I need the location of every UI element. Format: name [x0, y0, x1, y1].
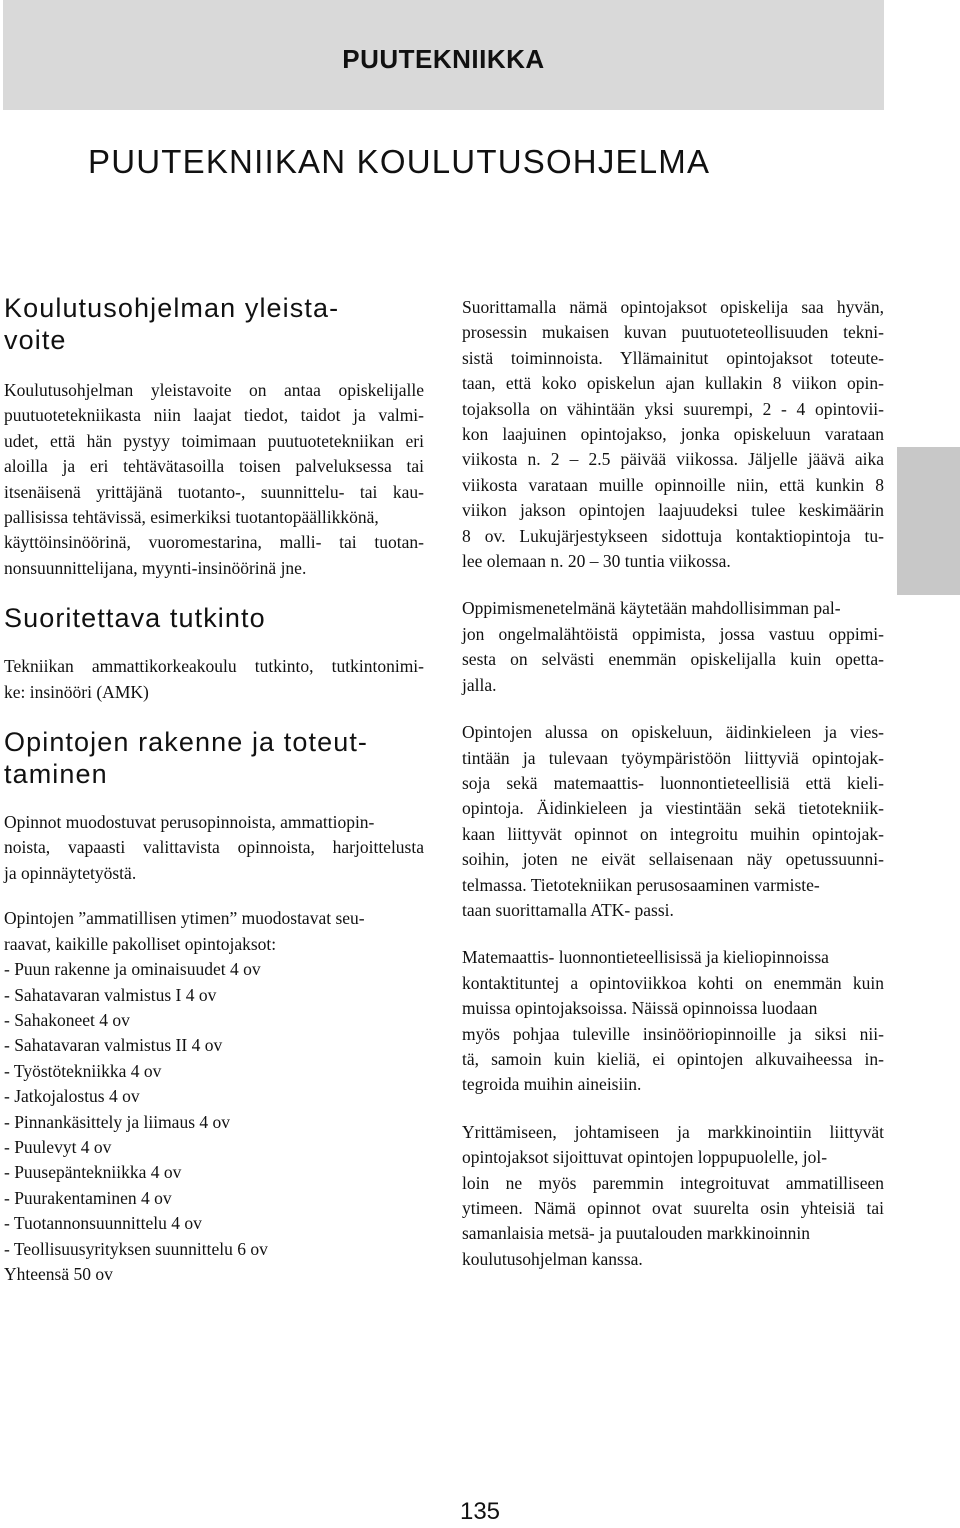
paragraph-tutkinto	[4, 654, 424, 705]
text-line: opintoja. Äidinkieleen ja viestintään sekä tietotekniik-	[462, 798, 884, 819]
text-line: jalla.	[462, 674, 497, 695]
text-line: tojaksolla on vähintään yksi suurempi, 2 - 4 opintovii-	[462, 398, 884, 419]
text-line: udet, että hän pystyy toimimaan puutuotetekniikan eri	[4, 430, 424, 451]
list-item: - Sahatavaran valmistus II 4 ov	[4, 1035, 223, 1056]
text-line: Opinnot muodostuvat perusopinnoista, ammattiopin-	[4, 812, 375, 833]
list-item: - Puulevyt 4 ov	[4, 1136, 112, 1157]
paragraph-ammatillinen-ydin	[4, 906, 424, 957]
paragraph-rakenne	[4, 810, 424, 886]
text-line: loin ne myös paremmin integroituvat ammatilliseen	[462, 1172, 884, 1193]
list-item: - Puusepäntekniikka 4 ov	[4, 1162, 182, 1183]
course-total: Yhteensä 50 ov	[4, 1263, 113, 1284]
text-line: noista, vapaasti valittavista opinnoista, harjoittelusta	[4, 837, 424, 858]
text-line: Oppimismenetelmänä käytetään mahdollisimman pal-	[462, 598, 841, 619]
text-line: taan, että koko opiskelun ajan kullakin 8 viikon opin-	[462, 373, 884, 394]
paragraph-yleistavoite	[4, 378, 424, 581]
text-line: Matemaattis- luonnontieteellisissä ja kieliopinnoissa	[462, 947, 829, 968]
section-title: PUUTEKNIIKKA	[342, 44, 545, 74]
text-line: ke: insinööri (AMK)	[4, 681, 149, 702]
text-line: 8 ov. Lukujärjestykseen sidottuja kontaktiopintoja tu-	[462, 525, 884, 546]
text-line: nonsuunnittelijana, myynti-insinöörinä jne.	[4, 557, 307, 578]
list-item: - Sahakoneet 4 ov	[4, 1009, 130, 1030]
text-line: sesta on selvästi enemmän opiskelijalla kuin opetta-	[462, 649, 884, 670]
list-item: - Teollisuusyrityksen suunnittelu 6 ov	[4, 1238, 268, 1259]
side-thumb-tab	[897, 447, 960, 595]
paragraph-opintojen-alku	[462, 720, 884, 923]
text-line: viikosta n. 2 – 2.5 päivää viikossa. Jäljelle jäävä aika	[462, 449, 884, 470]
text-line: prosessin mukaisen kuvan puutuoteteollisuuden tekni-	[462, 322, 884, 343]
page-number: 135	[459, 1498, 501, 1525]
right-column	[462, 295, 884, 1272]
list-item: - Puurakentaminen 4 ov	[4, 1187, 172, 1208]
text-line: tä, samoin kuin kieliä, ei opintojen alkuvaiheessa in-	[462, 1048, 884, 1069]
text-line: Suorittamalla nämä opintojaksot opiskelija saa hyvän,	[462, 297, 884, 317]
list-item: - Sahatavaran valmistus I 4 ov	[4, 984, 217, 1005]
paragraph-matemaattis	[462, 945, 884, 1097]
text-line: opintojaksot sijoittuvat opintojen loppupuolelle, jol-	[462, 1147, 828, 1168]
text-line: jon ongelmalähtöistä oppimista, jossa vastuu oppimi-	[462, 623, 884, 644]
text-line: puutuotetekniikasta niin laajat tiedot, taidot ja valmi-	[4, 405, 424, 426]
list-item: - Työstötekniikka 4 ov	[4, 1060, 162, 1081]
text-line: telmassa. Tietotekniikan perusosaaminen varmiste-	[462, 874, 820, 895]
list-item: - Tuotannonsuunnittelu 4 ov	[4, 1213, 202, 1234]
heading-line: Opintojen rakenne ja toteut-	[4, 727, 369, 758]
course-list	[4, 957, 424, 1287]
text-line: koulutusohjelman kanssa.	[462, 1248, 643, 1269]
heading-line: taminen	[4, 759, 108, 790]
text-line: samanlaisia metsä- ja puutalouden markkinoinnin	[462, 1223, 810, 1244]
text-line: Yrittämiseen, johtamiseen ja markkinointiin liittyvät	[462, 1121, 884, 1142]
text-line: itsenäisenä yrittäjänä tuotanto-, suunnittelu- tai kau-	[4, 481, 424, 502]
text-line: tegroida muihin aineisiin.	[462, 1074, 642, 1095]
text-line: soja sekä matemaattis- luonnontieteellisiä että kieli-	[462, 772, 884, 793]
list-item: - Pinnankäsittely ja liimaus 4 ov	[4, 1111, 231, 1132]
text-line: tintään ja tulevaan työympäristöön liittyviä opintojak-	[462, 747, 884, 768]
left-column	[4, 292, 424, 1287]
text-line: Opintojen alussa on opiskeluun, äidinkieleen ja vies-	[462, 722, 884, 743]
text-line: raavat, kaikille pakolliset opintojaksot:	[4, 933, 277, 954]
section-header-band	[3, 0, 884, 110]
heading-opintojen-rakenne	[4, 726, 424, 790]
heading-line: Koulutusohjelman yleista-	[4, 293, 340, 323]
text-line: muissa opintojaksoissa. Näissä opinnoissa luodaan	[462, 998, 818, 1019]
text-line: ytimeen. Nämä opinnot ovat suurelta osin yhteisiä tai	[462, 1198, 884, 1218]
text-line: Koulutusohjelman yleistavoite on antaa opiskelijalle	[4, 380, 424, 400]
text-line: viikon jakson opintojen laajuudeksi tulee keskimäärin	[462, 500, 884, 521]
text-line: lee olemaan n. 20 – 30 tuntia viikossa.	[462, 551, 731, 572]
text-line: taan suorittamalla ATK- passi.	[462, 899, 674, 920]
list-item: - Puun rakenne ja ominaisuudet 4 ov	[4, 959, 261, 980]
text-line: Tekniikan ammattikorkeakoulu tutkinto, tutkintonimi-	[4, 656, 424, 677]
text-line: kontaktituntej a opintoviikkoa kohti on enemmän kuin	[462, 972, 884, 993]
page-title: PUUTEKNIIKAN KOULUTUSOHJELMA	[88, 143, 711, 180]
text-line: aloilla ja eri tehtävätasoilla toisen palveluksessa tai	[4, 456, 424, 477]
text-line: soihin, joten ne eivät sellaisenaan näy opetussuunni-	[462, 849, 884, 870]
text-line: myös pohjaa tuleville insinööriopinnoille ja siksi nii-	[462, 1023, 884, 1044]
paragraph-yrittaminen	[462, 1120, 884, 1272]
text-line: sistä toiminnoista. Yllämainitut opintojaksot toteute-	[462, 347, 884, 368]
text-line: Opintojen ”ammatillisen ytimen” muodostavat seu-	[4, 908, 365, 929]
paragraph-oppimismenetelma	[462, 596, 884, 698]
text-line: kaan liittyvät opinnot on integroitu muihin opintojak-	[462, 823, 884, 844]
heading-line: voite	[4, 325, 67, 355]
text-line: kon laajuinen opintojakso, jonka opiskeluun varataan	[462, 424, 884, 445]
text-line: ja opinnäytetyöstä.	[4, 862, 137, 883]
heading-koulutusohjelman-yleistavoite	[4, 292, 424, 356]
text-line: pallisissa tehtävissä, esimerkiksi tuotantopäällikkönä,	[4, 507, 379, 528]
text-line: käyttöinsinöörinä, vuoromestarina, malli- tai tuotan-	[4, 532, 424, 553]
text-line: viikosta varataan muille opinnoille niin, että kunkin 8	[462, 474, 884, 495]
paragraph-opintojaksot	[462, 295, 884, 574]
list-item: - Jatkojalostus 4 ov	[4, 1086, 140, 1107]
heading-suoritettava-tutkinto: Suoritettava tutkinto	[4, 603, 266, 634]
